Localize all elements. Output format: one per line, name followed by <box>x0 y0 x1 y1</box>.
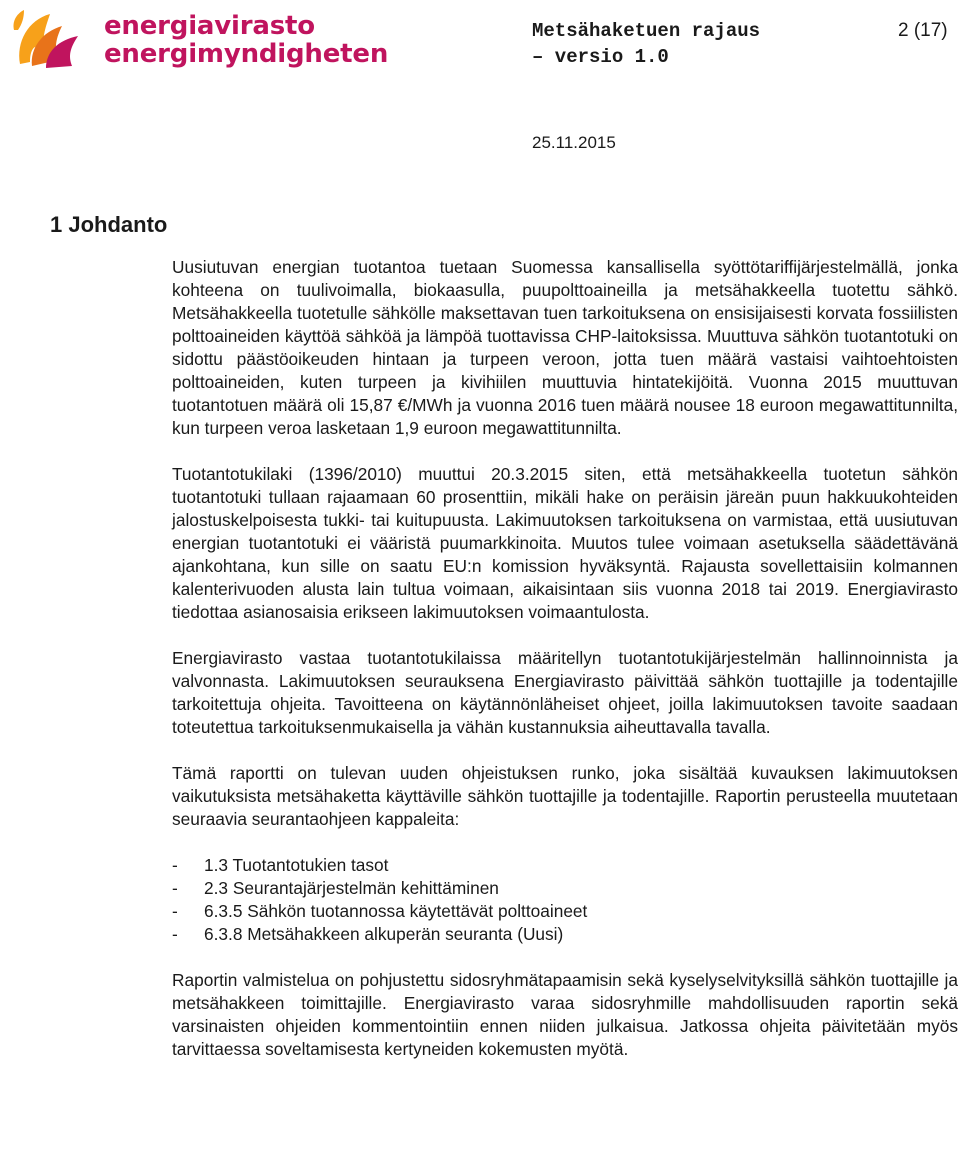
document-date: 25.11.2015 <box>532 133 616 152</box>
list-item-text: 1.3 Tuotantotukien tasot <box>204 855 389 875</box>
section-list <box>172 854 958 946</box>
logo-line-1: energiavirasto <box>104 11 315 41</box>
list-marker: - <box>172 901 178 921</box>
list-item-text: 6.3.5 Sähkön tuotannossa käytettävät polttoaineet <box>204 901 588 921</box>
document-title-line-2: – versio 1.0 <box>532 46 669 68</box>
list-item <box>172 923 958 946</box>
paragraph-1: Uusiutuvan energian tuotantoa tuetaan Suomessa kansallisella syöttötariffijärjestelmällä, jonka kohteena on tuulivoimalla, biokaasulla, puupolttoaineilla ja metsähakkeella tuotettu sähkö. Metsähakkeella tuotetulle sähkölle maksettavan tuen tarkoituksena on ensisijaisesti korvata fossiilisten polttoaineiden käyttöä sähköä ja lämpöä tuottavissa CHP-laitoksissa. Muuttuva sähkön tuotantotuki on sidottu päästöoikeuden hintaan ja turpeen veroon, jotta tuen määrä vastaisi vaihtoehtoisten polttoaineiden, kuten turpeen ja kivihiilen muuttuvia hintatekijöitä. Vuonna 2015 muuttuvan tuotantotuen määrä oli 15,87 €/MWh ja vuonna 2016 tuen määrä nousee 18 euroon megawattitunnilta, kun turpeen veroa lasketaan 1,9 euroon megawattitunnilta. <box>172 257 958 438</box>
list-item <box>172 854 958 877</box>
paragraph-5: Raportin valmistelua on pohjustettu sidosryhmätapaamisin sekä kyselyselvityksillä sähkön tuottajille ja metsähakkeen toimittajille. Energiavirasto varaa sidosryhmille mahdollisuuden raportin sekä varsinaisten ohjeiden kommentointiin ennen niiden julkaisua. Jatkossa ohjeita päivitetään myös tarvittaessa soveltamisesta kertyneiden kokemusten myötä. <box>172 970 958 1059</box>
energiavirasto-logo <box>6 6 389 80</box>
page-number: 2 (17) <box>898 20 948 41</box>
document-body <box>172 256 958 1084</box>
list-item <box>172 877 958 900</box>
list-item <box>172 900 958 923</box>
list-marker: - <box>172 855 178 875</box>
logo-line-2: energimyndigheten <box>104 39 389 69</box>
paragraph-4: Tämä raportti on tulevan uuden ohjeistuksen runko, joka sisältää kuvauksen lakimuutoksen vaikutuksista metsähaketta käyttäville sähkön tuottajille ja todentajille. Raportin perusteella muutetaan seuraavia seurantaohjeen kappaleita: <box>172 763 958 829</box>
list-marker: - <box>172 878 178 898</box>
section-heading: 1 Johdanto <box>50 212 168 237</box>
list-marker: - <box>172 924 178 944</box>
paragraph-2: Tuotantotukilaki (1396/2010) muuttui 20.3.2015 siten, että metsähakkeella tuotetun sähkön tuotantotuki tullaan rajaamaan 60 prosenttiin, mikäli hake on peräisin järeän puun hakkuukohteiden jalostuskelpoisesta tukki- tai kuitupuusta. Lakimuutoksen tarkoituksena on varmistaa, että uusiutuvan energian tuotantotuki ei vääristä puumarkkinoita. Muutos tulee voimaan asetuksella säädettävänä ajankohtana, kun sille on saatu EU:n komission hyväksyntä. Rajausta sovellettaisiin kolmannen kalenterivuoden alusta lain tultua voimaan, aikaisintaan siis vuonna 2018 tai 2019. Energiavirasto tiedottaa asianosaisia erikseen lakimuutoksen voimaantulosta. <box>172 464 958 622</box>
energiavirasto-mark-icon <box>6 6 88 72</box>
paragraph-3: Energiavirasto vastaa tuotantotukilaissa määritellyn tuotantotukijärjestelmän hallinnoinnista ja valvonnasta. Lakimuutoksen seurauksena Energiavirasto päivittää sähkön tuottajille ja todentajille tarkoitettuja ohjeita. Tavoitteena on käytännönläheiset ohjeet, joilla lakimuutoksen tavoite saadaan toteutettua tarkoituksenmukaisella ja vähän kustannuksia aiheuttavalla tavalla. <box>172 648 958 737</box>
document-title-line-1: Metsähaketuen rajaus <box>532 20 761 42</box>
list-item-text: 6.3.8 Metsähakkeen alkuperän seuranta (Uusi) <box>204 924 564 944</box>
list-item-text: 2.3 Seurantajärjestelmän kehittäminen <box>204 878 499 898</box>
document-title <box>532 18 832 70</box>
